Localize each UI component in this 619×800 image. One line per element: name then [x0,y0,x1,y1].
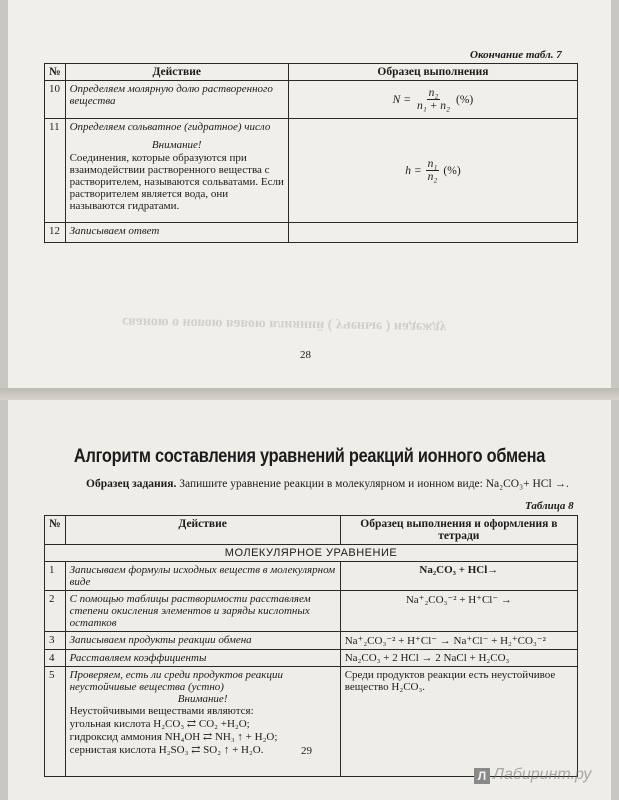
page-title: Алгоритм составления уравнений реакций ионного обмена [73,446,546,467]
task-text: Запишите уравнение реакции в молекулярном и ионном виде: Na₂CO₃+ HCl →. [179,478,569,490]
table-row [45,223,578,243]
note-line: гидроксид аммония NH₄OH ⇄ NH₃ ↑ + H₂O; [69,731,278,743]
note-line: угольная кислота H₂CO₃ ⇄ CO₂ +H₂O; [69,718,250,730]
formula-fraction [415,87,452,112]
bleed-through-text: сваною о новою вавою влияний ( ученые ) надежду [121,314,447,335]
row-action: С помощью таблицы растворимости расставляем степени окисления элементов и заряды кислотных остатков [65,591,340,632]
labirint-logo: Л [474,768,490,784]
row-action: Определяем молярную долю растворенного вещества [65,81,288,119]
row-example [288,81,577,119]
row-action [65,119,288,223]
table-header-row [45,64,578,81]
row-num: 12 [45,223,66,243]
table-row [45,632,578,650]
row-action: Записываем продукты реакции обмена [65,632,340,650]
page-number: 28 [300,349,311,361]
row-action: Записываем формулы исходных веществ в молекулярном виде [65,562,340,591]
formula-numerator: n₂ [428,87,439,99]
page-divider [0,388,619,400]
row-num: 2 [45,591,66,632]
note-line: Неустойчивыми веществами являются: [69,705,254,717]
section-row [45,545,578,562]
row-num: 10 [45,81,66,119]
formula-lhs: h = [405,164,422,177]
note-title: Внимание! [177,693,228,705]
note-title: Внимание! [151,139,202,151]
formula-numerator: n₁ [427,158,438,170]
header-action: Действие [65,516,340,545]
table-row [45,667,578,777]
table-7-end [44,63,578,243]
note-line: сернистая кислота H₂SO₃ ⇄ SO₂ ↑ + H₂O. [69,744,264,756]
row-num: 5 [45,667,66,777]
row-example [288,223,577,243]
row-action: Записываем ответ [65,223,288,243]
formula-lhs: N = [392,93,411,106]
header-example: Образец выполнения и оформления в тетради [340,516,577,545]
table-header-row [45,516,578,545]
solvate-number-formula [293,158,573,183]
row-example: Na⁺₂CO₃⁻² + H⁺Cl⁻ → [340,591,577,632]
header-num: № [45,516,66,545]
formula-fraction [426,158,440,183]
formula-unit: (%) [456,93,474,106]
row-num: 11 [45,119,66,223]
table-row [45,562,578,591]
watermark: Лабиринт.ру [493,766,592,783]
table-row [45,119,578,223]
row-example [288,119,577,223]
row-action: Расставляем коэффициенты [65,650,340,667]
formula-denominator: n₁ + n₂ [416,100,450,112]
table-row [45,650,578,667]
row-num: 3 [45,632,66,650]
page-number: 29 [301,745,312,757]
row-action-text: Определяем сольватное (гидратное) число [69,121,271,133]
header-example: Образец выполнения [288,64,577,81]
formula-unit: (%) [443,164,461,177]
task-statement [86,478,569,490]
row-example: Na₂CO₃ + 2 HCl → 2 NaCl + H₂CO₃ [340,650,577,667]
row-action [65,667,340,777]
formula-denominator: n₂ [427,171,438,183]
row-num: 4 [45,650,66,667]
header-num: № [45,64,66,81]
row-example: Na₂CO₃ + HCl→ [340,562,577,591]
row-example: Среди продуктов реакции есть неустойчивое вещество H₂CO₃. [340,667,577,777]
table-row [45,591,578,632]
table-row [45,81,578,119]
row-num: 1 [45,562,66,591]
table-8 [44,515,578,777]
section-title: МОЛЕКУЛЯРНОЕ УРАВНЕНИЕ [45,545,578,562]
header-action: Действие [65,64,288,81]
mole-fraction-formula [293,87,573,112]
row-example: Na⁺₂CO₃⁻² + H⁺Cl⁻ → Na⁺Cl⁻ + H₂⁺CO₃⁻² [340,632,577,650]
row-action-text: Проверяем, есть ли среди продуктов реакции неустойчивые вещества (устно) [69,669,283,693]
table-caption-bottom: Таблица 8 [525,500,574,512]
note-text: Соединения, которые образуются при взаимодействии растворенного вещества с растворителем, называются сольватами. Если растворителем является вода, они называются гидратами. [69,152,284,212]
table-caption-top: Окончание табл. 7 [470,49,562,61]
task-label: Образец задания. [86,478,177,490]
